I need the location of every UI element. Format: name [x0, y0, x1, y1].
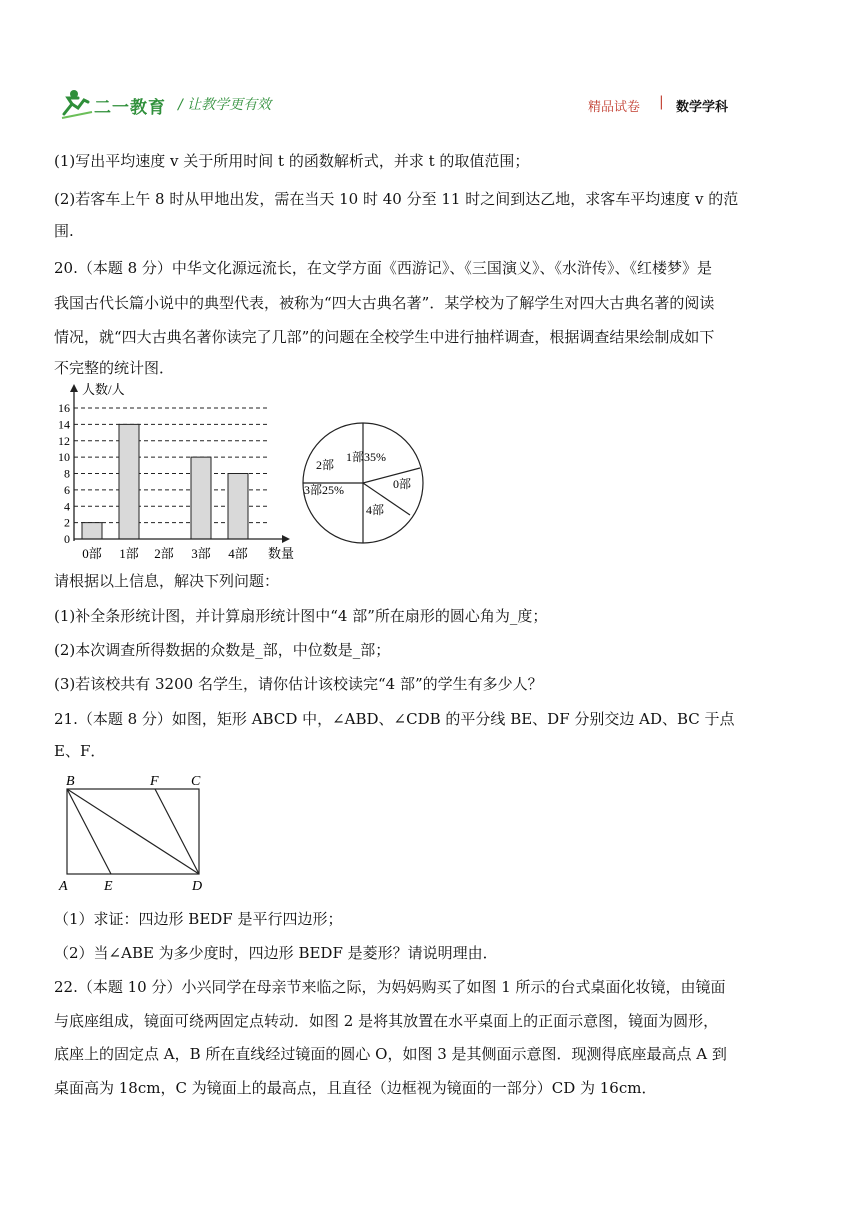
y-tick-label: 12	[58, 433, 70, 448]
badge-premium-paper: 精品试卷	[588, 100, 641, 115]
q21-sub1: （1）求证：四边形 BEDF 是平行四边形；	[54, 910, 343, 928]
label-d: D	[192, 879, 203, 894]
segment-be	[67, 789, 111, 874]
q19-part2-line2: 围.	[54, 222, 74, 240]
pie-label-1: 1部35%	[346, 450, 386, 464]
q20-instruction: 请根据以上信息，解决下列问题：	[54, 572, 280, 590]
rectangle-figure	[54, 770, 224, 895]
page-header	[0, 0, 860, 130]
q21-line2: E、F．	[54, 742, 106, 760]
x-tick-label: 3部	[191, 546, 211, 561]
pie-label-4: 4部	[366, 503, 385, 517]
label-c: C	[191, 774, 201, 789]
badge-subject: 数学学科	[676, 100, 729, 115]
label-e: E	[104, 879, 113, 894]
x-tick-label: 2部	[154, 546, 174, 561]
pie-label-3: 3部25%	[304, 483, 344, 497]
q20-sub3: (3)若该校共有 3200 名学生，请你估计该校读完“4 部”的学生有多少人？	[54, 675, 543, 693]
q20-line3: 情况，就“四大古典名著你读完了几部”的问题在全校学生中进行抽样调查，根据调查结果绘制成如下	[54, 328, 715, 346]
bar-chart-bars	[82, 424, 248, 539]
y-tick-label: 6	[64, 482, 70, 497]
bar-3	[191, 457, 211, 539]
q21-sub2: （2）当∠ABE 为多少度时，四边形 BEDF 是菱形？请说明理由．	[54, 944, 498, 962]
diagonal-bd	[67, 789, 199, 874]
bar-1	[119, 424, 139, 539]
x-axis-arrow	[282, 535, 290, 543]
y-axis-label: 人数/人	[82, 382, 125, 397]
q21-line1: 21.（本题 8 分）如图，矩形 ABCD 中，∠ABD、∠CDB 的平分线 BE、DF 分别交边 AD、BC 于点	[54, 710, 735, 728]
y-axis-arrow	[70, 384, 78, 392]
bar-0	[82, 523, 102, 539]
x-tick-label: 4部	[228, 546, 248, 561]
label-f: F	[150, 774, 159, 789]
y-tick-label: 4	[64, 499, 70, 514]
bar-4	[228, 474, 248, 540]
y-tick-label: 0	[64, 532, 70, 546]
x-tick-label: 0部	[82, 546, 102, 561]
badge-separator: |	[659, 94, 664, 110]
q20-line1: 20.（本题 8 分）中华文化源远流长，在文学方面《西游记》、《三国演义》、《水浒传》、《红楼梦》是	[54, 259, 712, 277]
q20-line4: 不完整的统计图．	[54, 359, 175, 377]
pie-label-2: 2部	[316, 458, 335, 472]
pie-label-0: 0部	[393, 477, 412, 491]
q22-line3: 底座上的固定点 A，B 所在直线经过镜面的圆心 O，如图 3 是其侧面示意图．现测得底座最高点 A 到	[54, 1045, 727, 1063]
brand-name: 二一教育	[94, 98, 166, 118]
q20-sub2: (2)本次调查所得数据的众数是_部，中位数是_部；	[54, 641, 391, 659]
y-tick-label: 14	[58, 417, 70, 432]
y-tick-label: 8	[64, 466, 70, 481]
label-b: B	[66, 774, 75, 789]
q22-line1: 22.（本题 10 分）小兴同学在母亲节来临之际，为妈妈购买了如图 1 所示的台式桌面化妆镜，由镜面	[54, 978, 726, 996]
pie-chart	[298, 418, 428, 548]
q20-sub1: (1)补全条形统计图，并计算扇形统计图中“4 部”所在扇形的圆心角为_度；	[54, 607, 548, 625]
segment-df	[155, 789, 199, 874]
q19-part1: (1)写出平均速度 v 关于所用时间 t 的函数解析式，并求 t 的取值范围；	[54, 152, 530, 170]
q19-part2-line1: (2)若客车上午 8 时从甲地出发，需在当天 10 时 40 分至 11 时之间到达乙地，求客车平均速度 v 的范	[54, 190, 739, 208]
q22-line2: 与底座组成，镜面可绕两固定点转动．如图 2 是将其放置在水平桌面上的正面示意图，镜面为圆形，	[54, 1012, 719, 1030]
brand-slogan: / 让教学更有效	[178, 97, 272, 113]
y-tick-label: 16	[58, 401, 70, 415]
x-tick-label: 1部	[119, 546, 139, 561]
q20-line2: 我国古代长篇小说中的典型代表，被称为“四大古典名著”．某学校为了解学生对四大古典名著的阅读	[54, 294, 715, 312]
y-tick-label: 10	[58, 450, 70, 465]
x-axis-label: 数量	[268, 546, 295, 561]
label-a: A	[59, 879, 68, 894]
y-tick-label: 2	[64, 515, 70, 530]
q22-line4: 桌面高为 18cm，C 为镜面上的最高点，且直径（边框视为镜面的一部分）CD 为 16cm．	[54, 1079, 657, 1097]
